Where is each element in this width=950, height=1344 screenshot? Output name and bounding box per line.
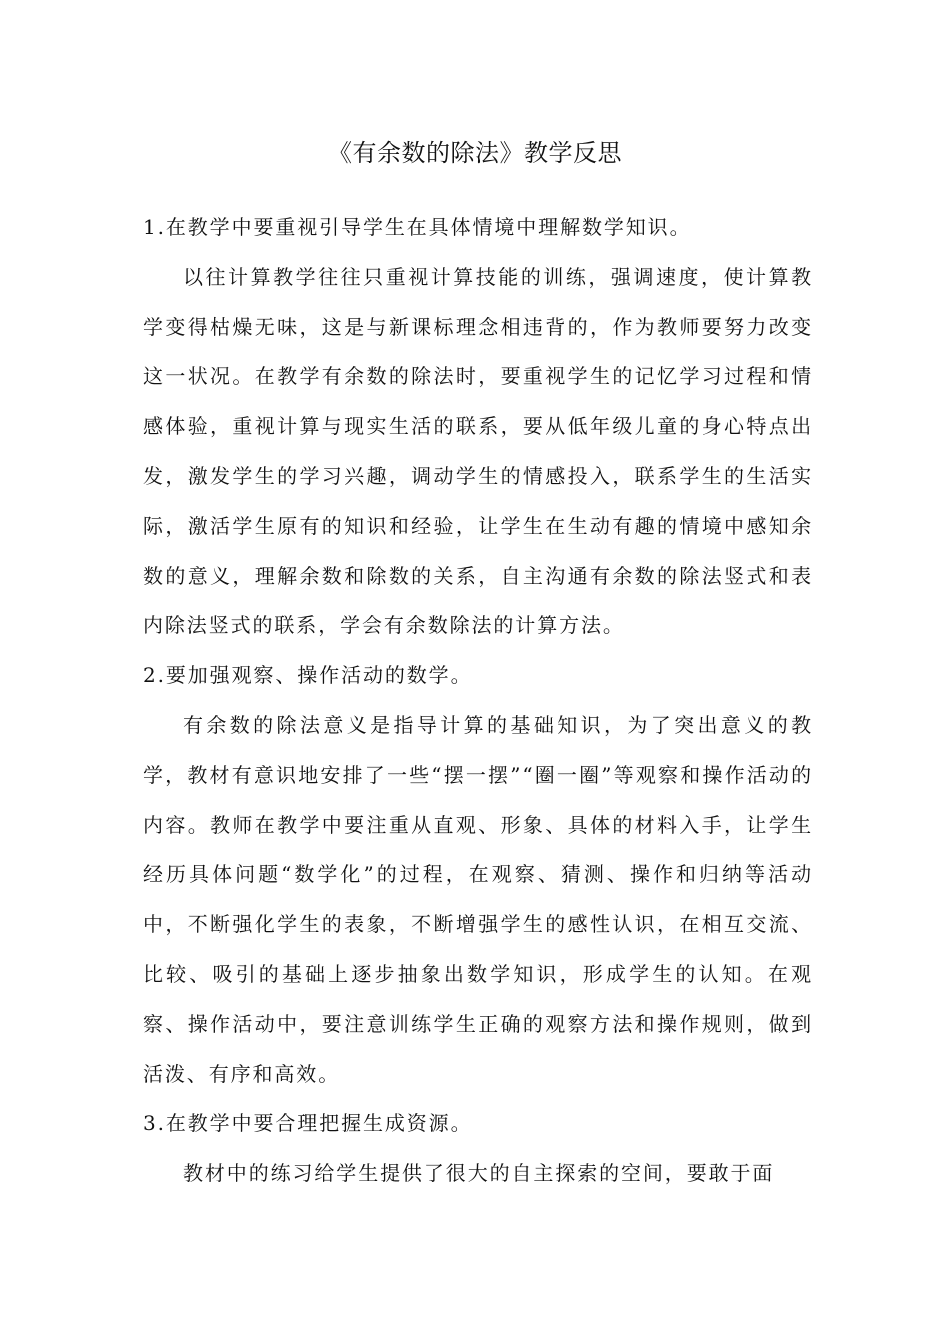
page-title: 《有余数的除法》教学反思 — [328, 139, 622, 167]
section-paragraph-2: 有余数的除法意义是指导计算的基础知识，为了突出意义的教学，教材有意识地安排了一些“摆一摆”“圈一圈”等观察和操作活动的内容。教师在教学中要注重从直观、形象、具体的材料入手，让学生经历具体问题“数学化”的过程，在观察、猜测、操作和归纳等活动中，不断强化学生的表象，不断增强学生的感性认识，在相互交流、比较、吸引的基础上逐步抽象出数学知识，形成学生的认知。在观察、操作活动中，要注意训练学生正确的观察方法和操作规则，做到活泼、有序和高效。 — [143, 712, 813, 1086]
section-paragraph-1: 以往计算教学往往只重视计算技能的训练，强调速度，使计算教学变得枯燥无味，这是与新课标理念相违背的，作为教师要努力改变这一状况。在教学有余数的除法时，要重视学生的记忆学习过程和情感体验，重视计算与现实生活的联系，要从低年级儿童的身心特点出发，激发学生的学习兴趣，调动学生的情感投入，联系学生的生活实际，激活学生原有的知识和经验，让学生在生动有趣的情境中感知余数的意义，理解余数和除数的关系，自主沟通有余数的除法竖式和表内除法竖式的联系，学会有余数除法的计算方法。 — [143, 264, 813, 638]
section-heading-1: 1.在教学中要重视引导学生在具体情境中理解数学知识。 — [143, 215, 692, 239]
section-paragraph-3: 教材中的练习给学生提供了很大的自主探索的空间，要敢于面 — [183, 1161, 775, 1186]
document-body — [143, 203, 813, 1199]
section-heading-3: 3.在教学中要合理把握生成资源。 — [143, 1111, 473, 1136]
section-heading-2: 2.要加强观察、操作活动的数学。 — [143, 663, 473, 688]
